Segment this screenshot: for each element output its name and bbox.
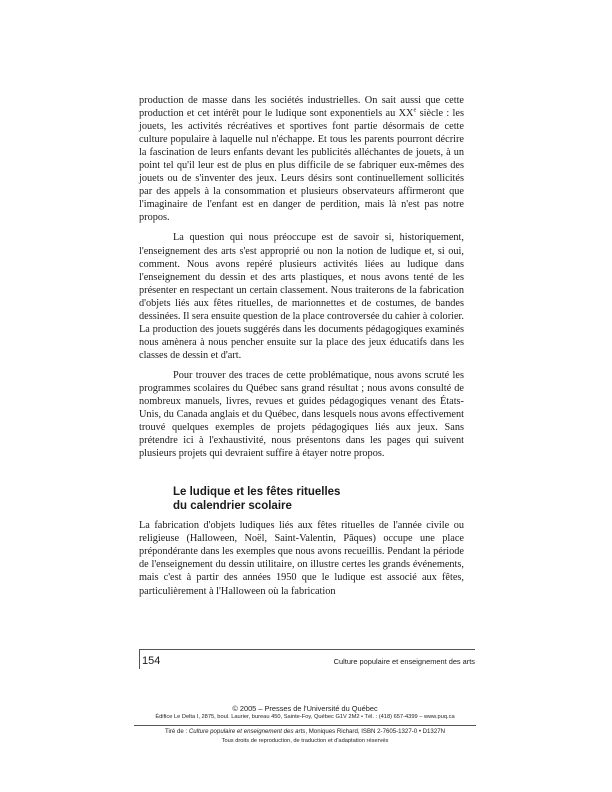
publisher-address: Édifice Le Delta I, 2875, boul. Laurier, bureau 450, Sainte-Foy, Québec G1V 2M2 • Tél. : (418) 657-4399 – www.puq.ca	[155, 714, 455, 721]
page-number: 154	[142, 655, 161, 667]
paragraph-1	[139, 94, 464, 224]
footer-rule	[139, 649, 475, 650]
copyright-line: © 2005 – Presses de l'Université du Québec	[232, 704, 378, 713]
section-heading	[173, 485, 464, 513]
body-text	[139, 94, 464, 598]
paragraph-1-end: siècle : les jouets, les activités récréatives et sportives font partie désormais de cette culture populaire à laquelle nul n'échappe. Et tous les parents pourront décrire la fascination de leurs enfants devant les publicités alléchantes de jouets, à un point tel qu'il leur est de plus en plus difficile de se fabriquer eux-mêmes des jouets ou de s'inventer des jeux. Leurs désirs sont continuellement sollicités par des appels à la consommation et plusieurs observateurs affirmeront que l'imaginaire de l'enfant est en danger de perdition, mais là n'est pas notre propos.	[139, 108, 464, 224]
copyright-block	[134, 704, 476, 745]
copyright-rule	[134, 725, 476, 726]
source-line	[134, 728, 476, 737]
source-suffix: , Moniques Richard, ISBN 2-7605-1327-0 • D1327N	[305, 728, 446, 736]
source-title: Culture populaire et enseignement des arts	[188, 728, 306, 736]
paragraph-2: La question qui nous préoccupe est de savoir si, historiquement, l'enseignement des arts s'est approprié ou non la notion de ludique et, si oui, comment. Nous avons repéré plusieurs activités liées au ludique dans l'enseignement du dessin et des arts plastiques, et nous avons tenté de les présenter en respectant un certain classement. Nous traiterons de la fabrication d'objets liés aux fêtes rituelles, de marionnettes et de costumes, de bandes dessinées. Il sera ensuite question de la place controversée du cahier à colorier. La production des jouets suggérés dans les documents pédagogiques examinés nous amènera à nous pencher ensuite sur la place des jeux éducatifs dans les classes de dessin et d'art.	[139, 232, 464, 361]
paragraph-1-start: production de masse dans les sociétés industrielles. On sait aussi que cette production et cet intérêt pour le ludique sont exponentiels au	[139, 95, 464, 120]
section-heading-line-2: du calendrier scolaire	[173, 500, 292, 513]
paragraph-3: Pour trouver des traces de cette problématique, nous avons scruté les programmes scolaires du Québec sans grand résultat ; nous avons consulté de nombreux manuels, livres, revues et guides pédagogiques venant des États-Unis, du Canada anglais et du Québec, dans lesquels nous avons effectivement trouvé quelques exemples de projets pédagogiques liés aux jeux. Sans prétendre ici à l'exhaustivité, nous présentons dans les pages qui suivent plusieurs projets qui devraient suffire à étayer notre propos.	[139, 369, 464, 460]
paragraph-4: La fabrication d'objets ludiques liés aux fêtes rituelles de l'année civile ou religieuse (Halloween, Noël, Saint-Valentin, Pâques) occupe une place prépondérante dans les exemples que nous avons recueillis. Pendant la période de l'enseignement du dessin utilitaire, on illustre certes les grands événements, mais c'est à partir des années 1950 que le ludique est associé aux fêtes, particulièrement à l'Halloween où la fabrication	[139, 520, 464, 597]
section-heading-line-1: Le ludique et les fêtes rituelles	[173, 486, 341, 499]
source-prefix: Tiré de :	[164, 728, 189, 736]
rights-line: Tous droits de reproduction, de traduction et d'adaptation réservés	[221, 737, 389, 744]
century-superscript: e	[413, 106, 417, 114]
footer-tick	[139, 649, 140, 669]
running-footer-title: Culture populaire et enseignement des arts	[333, 657, 475, 666]
century-numeral: XX	[398, 108, 414, 120]
